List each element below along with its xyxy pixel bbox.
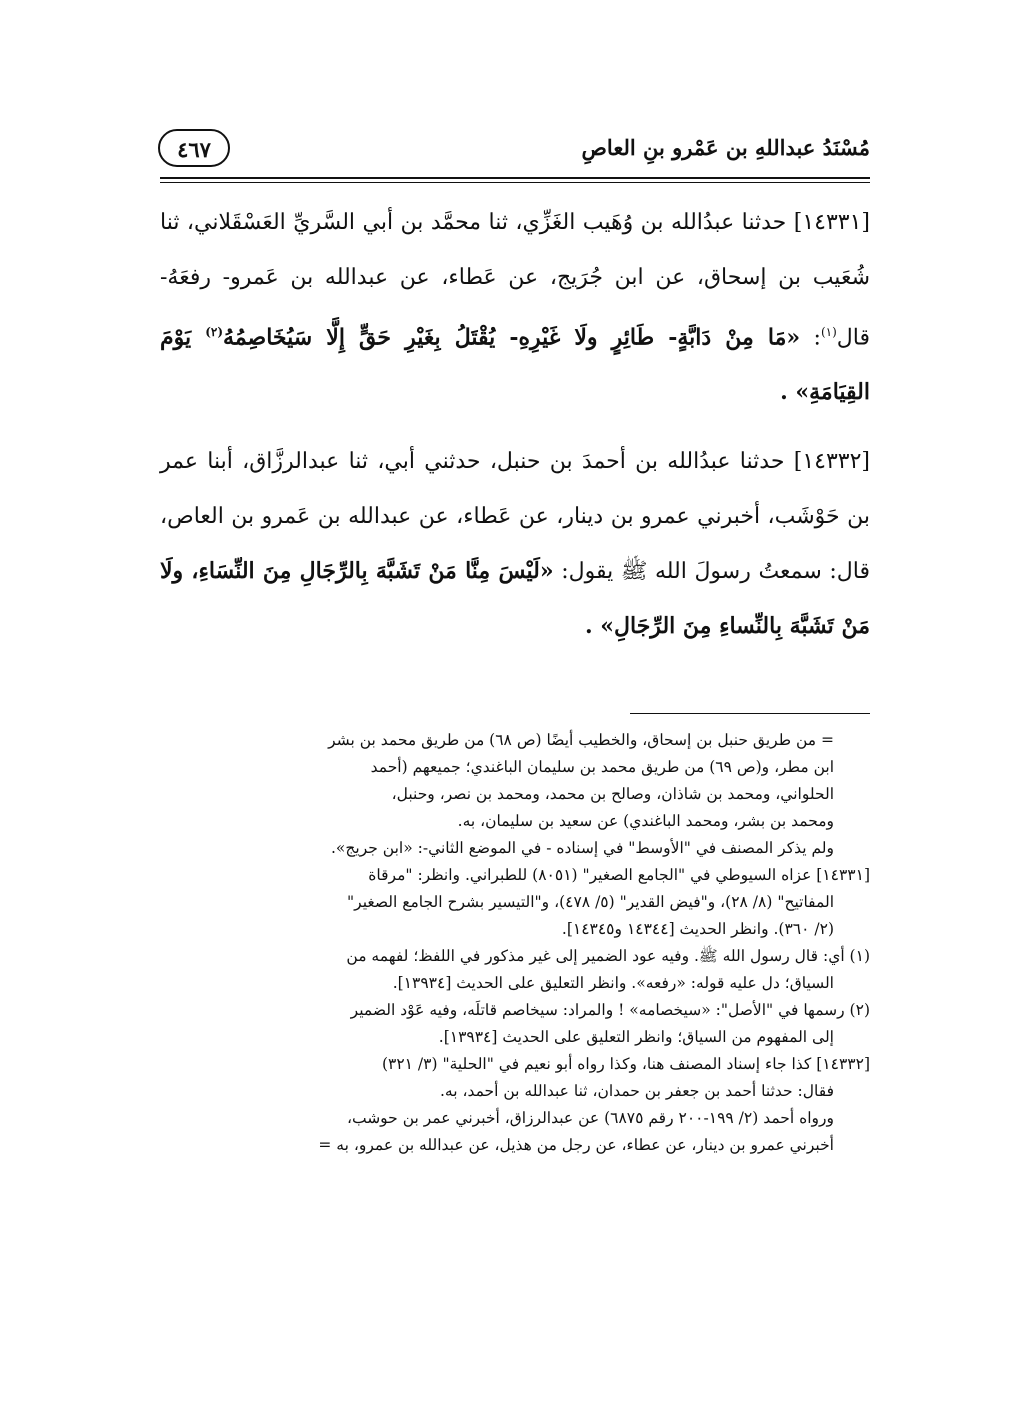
footnote-line: [١٤٣٣١] عزاه السيوطي في "الجامع الصغير" (٨٠٥١) للطبراني. وانظر: "مرقاة [368,866,870,884]
running-title: مُسْنَدُ عبداللهِ بن عَمْرو بنِ العاصِ [581,135,870,160]
colon: : [800,325,821,351]
footnote-line: (٢/ ٣٦٠). وانظر الحديث [١٤٣٤٤ و١٤٣٤٥]. [561,920,834,938]
hadith-matn: «مَا مِنْ دَابَّةٍ- طَائِرٍ ولَا غَيْرِهِ- يُقْتَلُ بِغَيْرِ حَقٍّ إِلَّا سَيُخَاصِمُهُ [223,324,801,351]
footnote-line: السياق؛ دل عليه قوله: «رفعه». وانظر التعليق على الحديث [١٣٩٣٤]. [392,974,834,992]
footnote-ref: (١) [820,325,837,339]
footnote-line: المفاتيح" (٨/ ٢٨)، و"فيض القدير" (٥/ ٤٧٨)، و"التيسير بشرح الجامع الصغير" [347,893,834,911]
footnote-continuation [160,727,870,862]
footnote-line: الحلواني، ومحمد بن شاذان، وصالح بن محمد، ومحمد بن نصر، وحنبل، [391,785,834,803]
footnote-line: = من طريق حنبل بن إسحاق، والخطيب أيضًا (ص ٦٨) من طريق محمد بن بشر [328,731,834,749]
footnote-line: (٢) رسمها في "الأصل": «سيخصامه» ! والمراد: سيخاصم قاتلَه، وفيه عَوْد الضمير [350,1001,870,1019]
book-page [160,115,870,1345]
hadith-matn: «لَيْسَ مِنَّا مَنْ تَشَبَّهَ بِالرِّجَالِ مِنَ النِّسَاءِ، ولَا مَنْ تَشَبَّهَ بِالنِّساءِ مِنَ الرِّجَالِ» . [160,558,870,640]
footnote-line: إلى المفهوم من السياق؛ وانظر التعليق على الحديث [١٣٩٣٤]. [438,1028,834,1046]
hadith-isnad: حدثنا عبدُالله بن وُهَيب الغَزِّي، ثنا محمَّد بن أبي السَّريِّ العَسْقَلاني، ثنا شُعَيب بن إسحاق، عن ابن جُرَيج، عن عَطاء، عن عبدالله بن عَمرو- رفعَهُ- قال [160,210,870,351]
hadith-matn-end: يَوْمَ القِيَامَةِ» . [160,324,870,406]
footnote-14331 [160,862,870,943]
footnote-14332 [160,1051,870,1159]
hadith-14331 [160,195,870,420]
footnote-2 [160,997,870,1051]
footnote-line: ومحمد بن بشر، ومحمد الباغندي) عن سعيد بن سليمان، به. [457,812,834,830]
hadith-number: [١٤٣٣٢] [793,449,870,475]
footnote-ref: (٢) [205,325,224,339]
main-text [160,195,870,668]
footnote-line: فقال: حدثنا أحمد بن جعفر بن حمدان، ثنا عبدالله بن أحمد، به. [439,1082,834,1100]
page-number: ٤٦٧ [158,129,230,167]
hadith-isnad: حدثنا عبدُالله بن أحمدَ بن حنبل، حدثني أبي، ثنا عبدالرزَّاق، أبنا عمر بن حَوْشَب، أخبرني عمرو بن دينار، عن عَطاء، عن عبدالله بن عَمرو بن العاص، قال: سمعتُ رسولَ الله ﷺ يقول: [160,449,871,585]
footnote-line: أخبرني عمرو بن دينار، عن عطاء، عن رجل من هذيل، عن عبدالله بن عمرو، به = [318,1136,834,1154]
header-rule-thin [160,182,870,183]
footnote-line: [١٤٣٣٢] كذا جاء إسناد المصنف هنا، وكذا رواه أبو نعيم في "الحلية" (٣/ ٣٢١) [381,1055,870,1073]
footnote-line: (١) أي: قال رسول الله ﷺ. وفيه عود الضمير إلى غير مذكور في اللفظ؛ لفهمه من [346,947,870,965]
footnote-separator [630,713,870,714]
header-rule [160,177,870,179]
footnote-line: ولم يذكر المصنف في "الأوسط" في إسناده - في الموضع الثاني-: «ابن جريج». [330,839,834,857]
footnotes [160,727,870,1159]
footnote-line: ورواه أحمد (٢/ ١٩٩-٢٠٠ رقم ٦٨٧٥) عن عبدالرزاق، أخبرني عمر بن حوشب، [346,1109,834,1127]
hadith-number: [١٤٣٣١] [793,210,870,235]
hadith-14332 [160,434,870,654]
footnote-1 [160,943,870,997]
page-header [160,115,870,175]
footnote-line: ابن مطر، و(ص ٦٩) من طريق محمد بن سليمان الباغندي؛ جميعهم (أحمد [370,758,834,776]
